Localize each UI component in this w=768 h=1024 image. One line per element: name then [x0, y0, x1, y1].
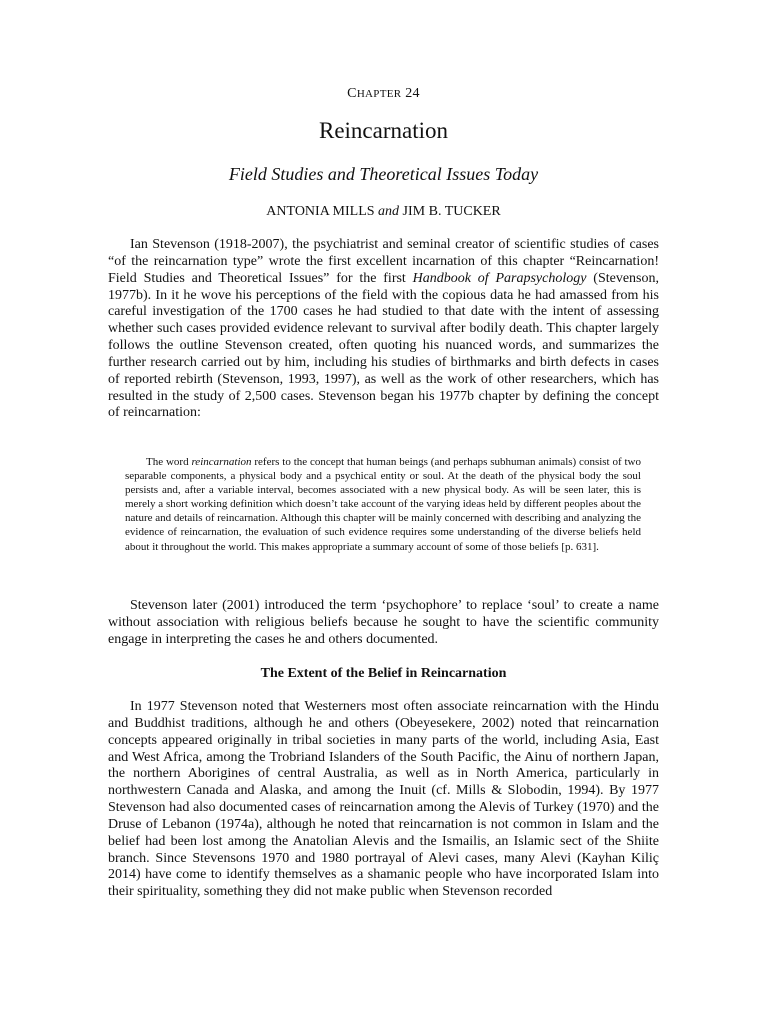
chapter-label-word: HAPTER	[356, 88, 402, 100]
chapter-subtitle: Field Studies and Theoretical Issues Today	[228, 164, 539, 184]
chapter-title: Reincarnation	[318, 118, 448, 143]
section-heading: The Extent of the Belief in Reincarnation	[260, 666, 507, 681]
block-quote-term: reincarnation	[191, 456, 252, 468]
chapter-label-initial: C	[347, 86, 357, 101]
author-first: ANTONIA MILLS	[266, 204, 375, 219]
author-conjunction: and	[378, 204, 400, 219]
paragraph-intro-part2: (Stevenson, 1977b). In it he wove his perceptions of the field with the copious data he had amassed from his careful investigation of the 1700 cases he had studied to that date with the intent of assessing whether such cases provided evidence relevant to survival after bodily death. This chapter largely follows the outline Stevenson created, often quoting his nuanced words, and summarizes the further research carried out by him, including his studies of birthmarks and birth defects in cases of reported rebirth (Stevenson, 1993, 1997), as well as the work of other researchers, which has resulted in the study of 2,500 cases. Stevenson began his 1977b chapter by defining the concept of reincarnation:	[108, 270, 659, 421]
block-quote	[125, 455, 641, 554]
chapter-label	[108, 86, 659, 102]
paragraph-intro	[108, 237, 659, 422]
author-second: JIM B. TUCKER	[402, 204, 501, 219]
block-quote-part2: refers to the concept that human beings (and perhaps subhuman animals) consist of two separable components, a physical body and a psychical entity or soul. At the death of the physical body the soul persists and, after a variable interval, becomes associated with a new physical body. As will be seen later, this is merely a short working definition which doesn’t take account of the varying ideas held by different peoples about the nature and details of reincarnation. Although this chapter will be mainly concerned with describing and analyzing the evidence of reincarnation, the evaluation of such evidence requires some understanding of the diverse beliefs held about it throughout the world. This makes appropriate a summary account of some of those beliefs [p. 631].	[125, 456, 641, 553]
block-quote-part1: The word	[146, 456, 192, 468]
paragraph-psychophore: Stevenson later (2001) introduced the term ‘psychophore’ to replace ‘soul’ to create a name without association with religious beliefs because he sought to have the scientific community engage in interpreting the cases he and others documented.	[108, 598, 659, 647]
paragraph-intro-part1: Ian Stevenson (1918-2007), the psychiatrist and seminal creator of scientific studies of cases “of the reincarnation type” wrote the first excellent incarnation of this chapter “Reincarnation! Field Studies and Theoretical Issues” for the first	[108, 237, 659, 286]
author-line	[108, 204, 659, 220]
chapter-number: 24	[405, 86, 420, 101]
paragraph-extent: In 1977 Stevenson noted that Westerners most often associate reincarnation with the Hindu and Buddhist traditions, although he and others (Obeyesekere, 2002) noted that reincarnation concepts appeared originally in tribal societies in many parts of the world, including Asia, East and West Africa, among the Trobriand Islanders of the South Pacific, the Ainu of northern Japan, the northern Aborigines of central Australia, as well as in North America, particularly in northwestern Canada and Alaska, and among the Inuit (cf. Mills & Slobodin, 1994). By 1977 Stevenson had also documented cases of reincarnation among the Alevis of Turkey (1970) and the Druse of Lebanon (1974a), although he noted that reincarnation is not common in Islam and the belief had been lost among the Anatolian Alevis and the Ismailis, an Islamic sect of the Shiite branch. Since Stevensons 1970 and 1980 portrayal of Alevi cases, many Alevi (Kayhan Kiliç 2014) have come to identify themselves as a shamanic people who have incorporated Islam into their spirituality, something they did not make public when Stevenson recorded	[108, 699, 659, 900]
handbook-title: Handbook of Parapsychology	[412, 270, 587, 286]
